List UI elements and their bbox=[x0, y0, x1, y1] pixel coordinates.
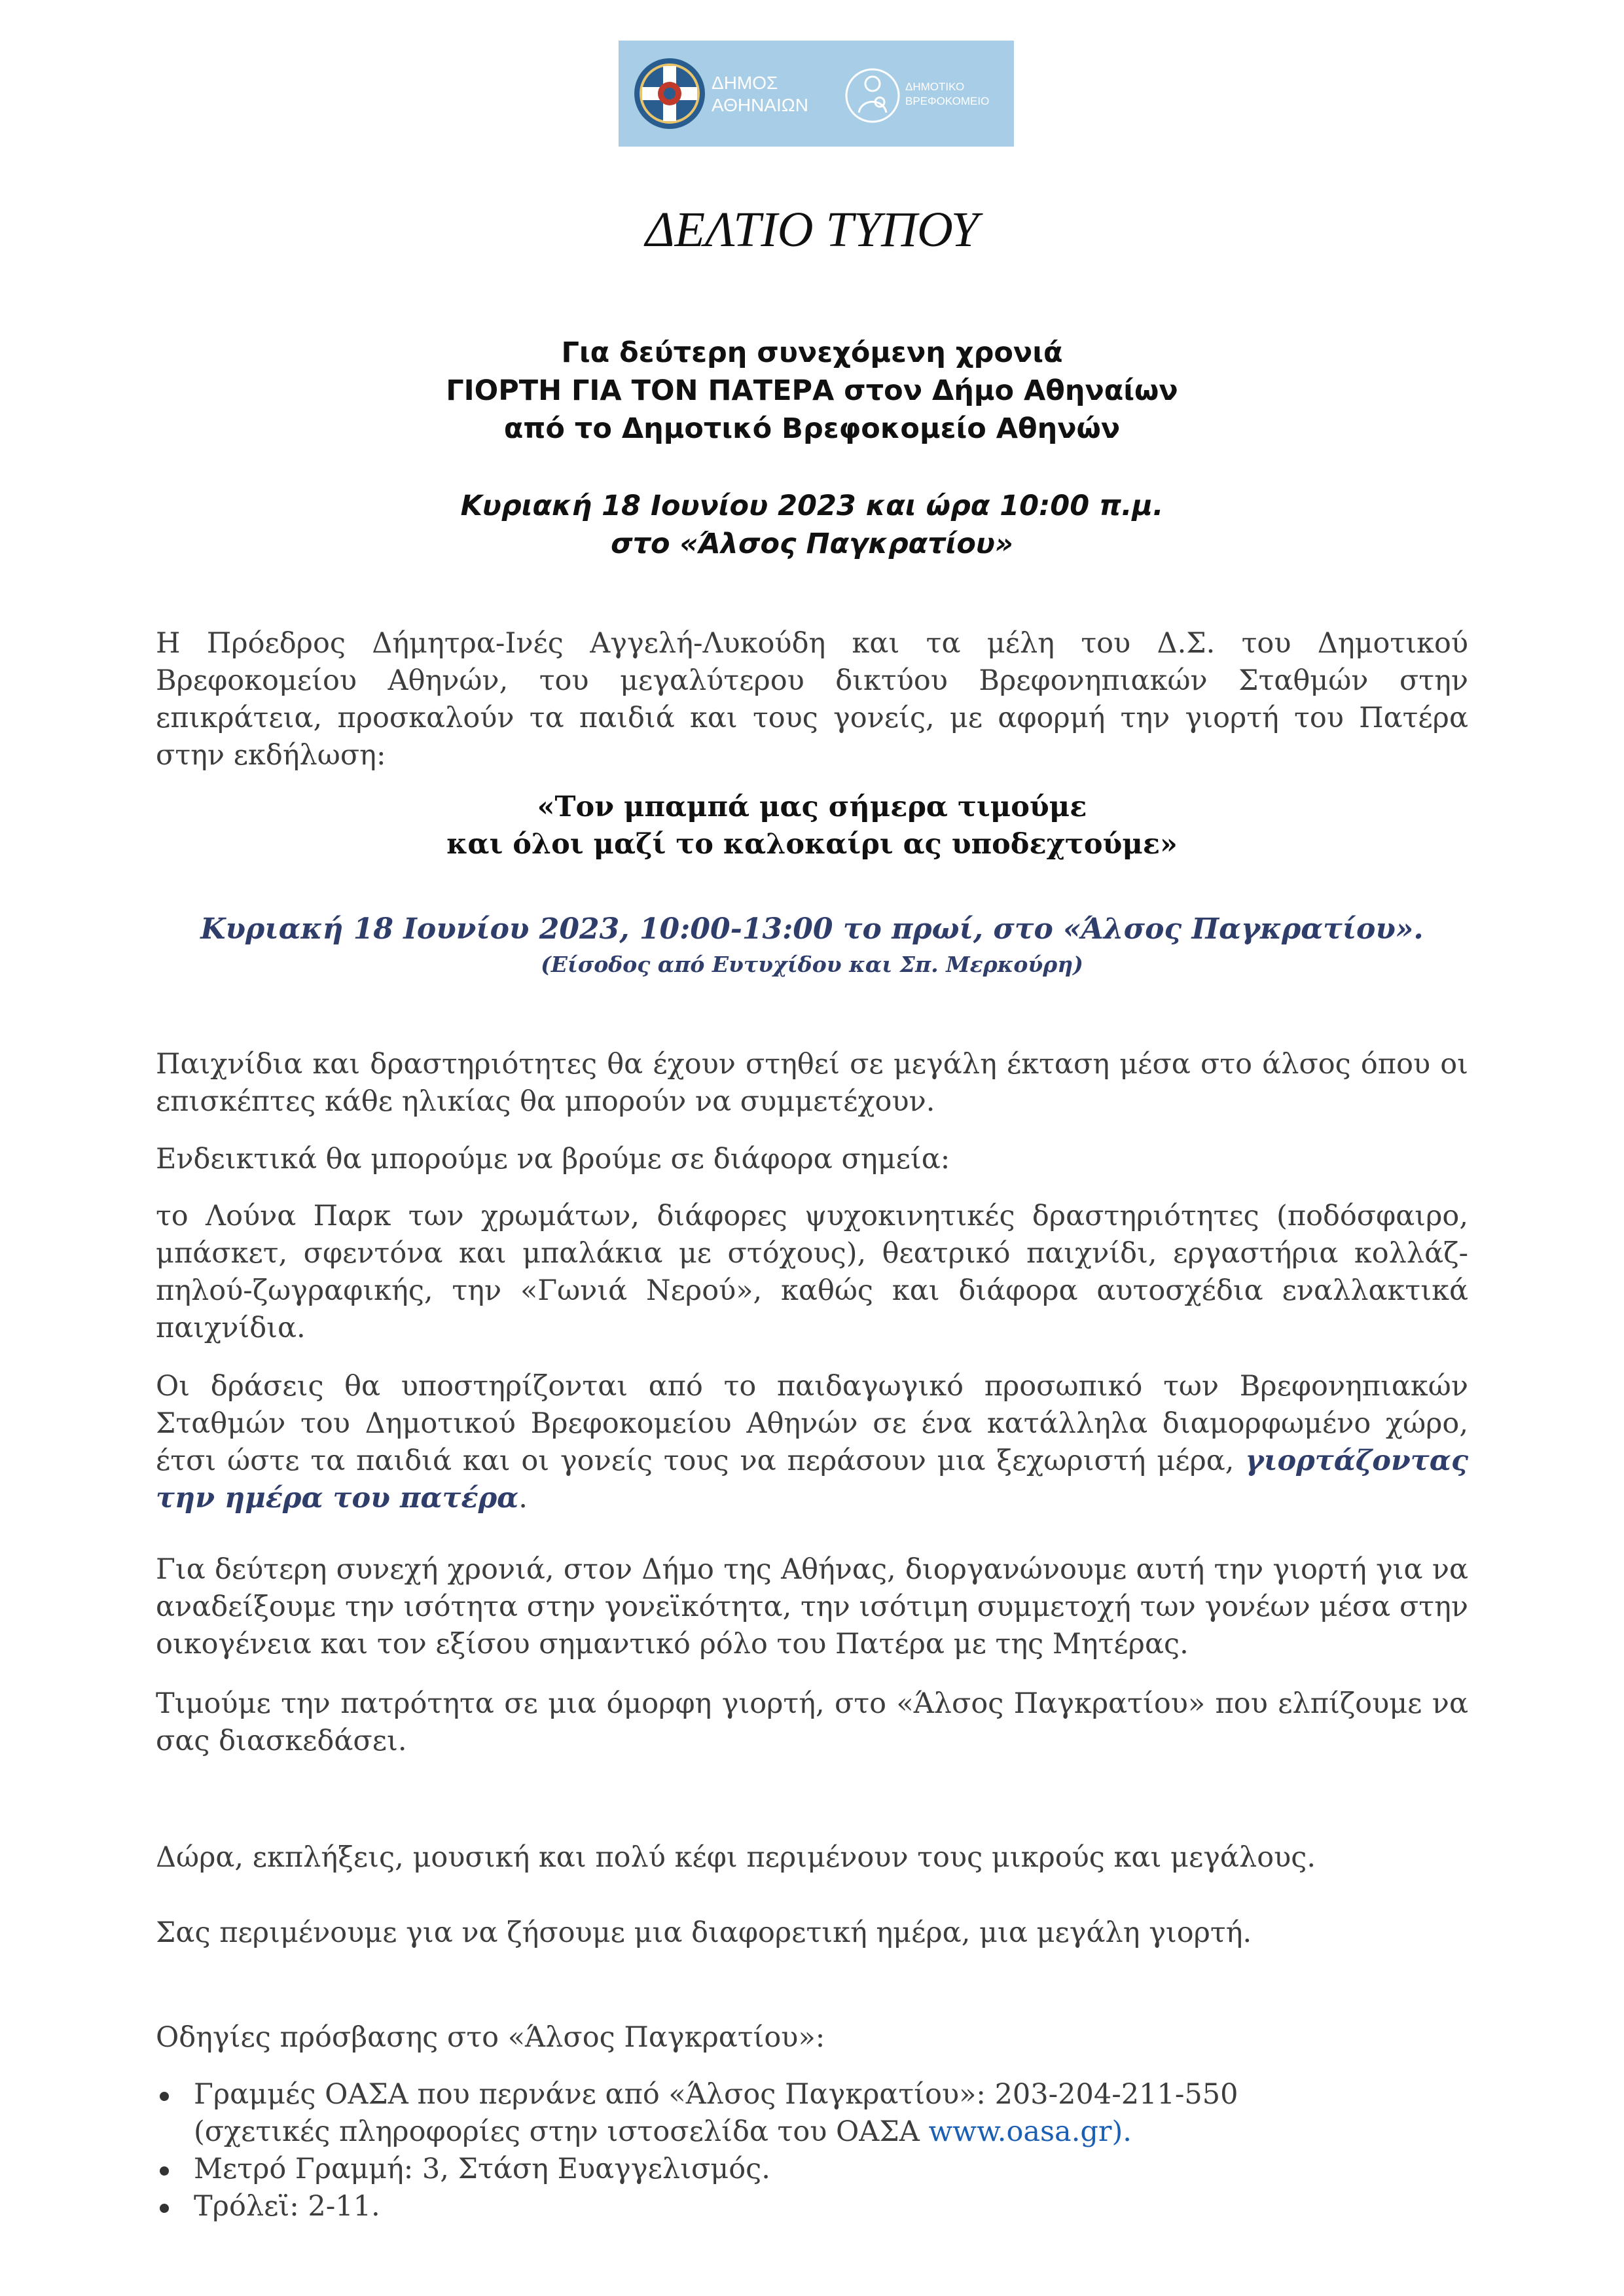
paragraph-support-end: . bbox=[518, 1482, 528, 1515]
paragraph-activities-list: το Λούνα Παρκ των χρωμάτων, διάφορες ψυχοκινητικές δραστηριότητες (ποδόσφαιρο, μπάσκετ, σφεντόνα και μπαλάκια με στόχους), θεατρικό παιχνίδι, εργαστήρια κολλάζ-πηλού-ζωγραφικής, την «Γωνιά Νερού», καθώς και διάφορα αυτοσχέδια εναλλακτικά παιχνίδια. bbox=[156, 1200, 1468, 1344]
dimos-athinaion-seal-icon bbox=[633, 57, 706, 130]
headline-line1: Για δεύτερη συνεχόμενη χρονιά bbox=[561, 336, 1063, 369]
access-instructions-title: Οδηγίες πρόσβασης στο «Άλσος Παγκρατίου»: bbox=[156, 2021, 825, 2054]
oasa-info-end: ). bbox=[1111, 2115, 1132, 2148]
slogan-line1: «Τον μπαμπά μας σήμερα τιμούμε bbox=[537, 791, 1087, 823]
list-item-metro: Μετρό Γραμμή: 3, Στάση Ευαγγελισμός. bbox=[156, 2151, 1468, 2188]
intro-paragraph: Η Πρόεδρος Δήμητρα-Ινές Αγγελή-Λυκούδη και τα μέλη του Δ.Σ. του Δημοτικού Βρεφοκομείου Αθηνών, του μεγαλύτερου δικτύου Βρεφονηπιακών Σταθμών στην επικράτεια, προσκαλούν τα παιδιά και τους γονείς, με αφορμή την γιορτή του Πατέρα στην εκδήλωση: bbox=[156, 627, 1468, 772]
paragraph-games: Παιχνίδια και δραστηριότητες θα έχουν στηθεί σε μεγάλη έκταση μέσα στο άλσος όπου οι επισκέπτες κάθε ηλικίας θα μπορούν να συμμετέχουν. bbox=[156, 1048, 1468, 1118]
paragraph-support-text: Οι δράσεις θα υποστηρίζονται από το παιδαγωγικό προσωπικό των Βρεφονηπιακών Σταθμών του Δημοτικού Βρεφοκομείου Αθηνών σε ένα κατάλληλα διαμορφωμένο χώρο, έτσι ώστε τα παιδιά και οι γονείς τους να περάσουν μια ξεχωριστή μέρα, bbox=[156, 1370, 1468, 1477]
document-title: ΔΕΛΤΙΟ ΤΥΠΟΥ bbox=[645, 202, 979, 257]
list-item-trolley: Τρόλεϊ: 2-11. bbox=[156, 2188, 1468, 2225]
access-list bbox=[156, 2076, 1468, 2225]
dimos-logo-line2: ΑΘΗΝΑΙΩΝ bbox=[712, 95, 808, 115]
paragraph-second-year: Για δεύτερη συνεχή χρονιά, στον Δήμο της Αθήνας, διοργανώνουμε αυτή την γιορτή για να αναδείξουμε την ισότητα στην γονεϊκότητα, την ισότιμη συμμετοχή των γονέων μέσα στην οικογένεια και τον εξίσου σημαντικό ρόλο του Πατέρα με της Μητέρας. bbox=[156, 1553, 1468, 1660]
headline-line3: από το Δημοτικό Βρεφοκομείο Αθηνών bbox=[503, 412, 1121, 445]
header-logo-banner bbox=[619, 41, 1014, 147]
date-line1: Κυριακή 18 Ιουνίου 2023 και ώρα 10:00 π.μ. bbox=[460, 490, 1164, 522]
oasa-lines: Γραμμές ΟΑΣΑ που περνάνε από «Άλσος Παγκρατίου»: 203-204-211-550 bbox=[194, 2078, 1238, 2111]
event-datetime-location: Κυριακή 18 Ιουνίου 2023, 10:00-13:00 το πρωί, στο «Άλσος Παγκρατίου». bbox=[200, 912, 1424, 946]
event-slogan bbox=[0, 789, 1624, 863]
paragraph-indicative: Ενδεικτικά θα μπορούμε να βρούμε σε διάφορα σημεία: bbox=[156, 1143, 950, 1175]
paragraph-support-emphasis: γιορτάζοντας την ημέρα του πατέρα bbox=[156, 1444, 1468, 1515]
vref-logo-line1: ΔΗΜΟΤΙΚΟ bbox=[905, 81, 965, 93]
paragraph-fatherhood: Τιμούμε την πατρότητα σε μια όμορφη γιορτή, στο «Άλσος Παγκρατίου» που ελπίζουμε να σας διασκεδάσει. bbox=[156, 1687, 1468, 1757]
oasa-website-link[interactable]: www.oasa.gr bbox=[928, 2115, 1112, 2148]
vrefokomeio-logo-icon bbox=[844, 65, 901, 126]
vrefokomeio-logo-text bbox=[905, 80, 989, 109]
dimos-logo-text bbox=[712, 72, 808, 117]
event-entrance-note: (Είσοδος από Ευτυχίδου και Σπ. Μερκούρη) bbox=[541, 952, 1083, 977]
paragraph-gifts: Δώρα, εκπλήξεις, μουσική και πολύ κέφι περιμένουν τους μικρούς και μεγάλους. bbox=[156, 1841, 1316, 1874]
list-item-oasa bbox=[156, 2076, 1468, 2151]
headline-line2: ΓΙΟΡΤΗ ΓΙΑ ΤΟΝ ΠΑΤΕΡΑ στον Δήμο Αθηναίων bbox=[446, 374, 1178, 407]
vref-logo-line2: ΒΡΕΦΟΚΟΜΕΙΟ bbox=[905, 95, 990, 107]
dimos-logo-line1: ΔΗΜΟΣ bbox=[712, 73, 778, 93]
date-block bbox=[0, 487, 1624, 563]
oasa-info-text: (σχετικές πληροφορίες στην ιστοσελίδα του ΟΑΣΑ bbox=[194, 2115, 929, 2148]
date-line2: στο «Άλσος Παγκρατίου» bbox=[611, 528, 1013, 560]
paragraph-invitation: Σας περιμένουμε για να ζήσουμε μια διαφορετική ημέρα, μια μεγάλη γιορτή. bbox=[156, 1916, 1252, 1949]
paragraph-support bbox=[156, 1368, 1468, 1517]
slogan-line2: και όλοι μαζί το καλοκαίρι ας υποδεχτούμε» bbox=[446, 828, 1178, 861]
oasa-info bbox=[194, 2113, 1468, 2151]
headline bbox=[0, 334, 1624, 448]
